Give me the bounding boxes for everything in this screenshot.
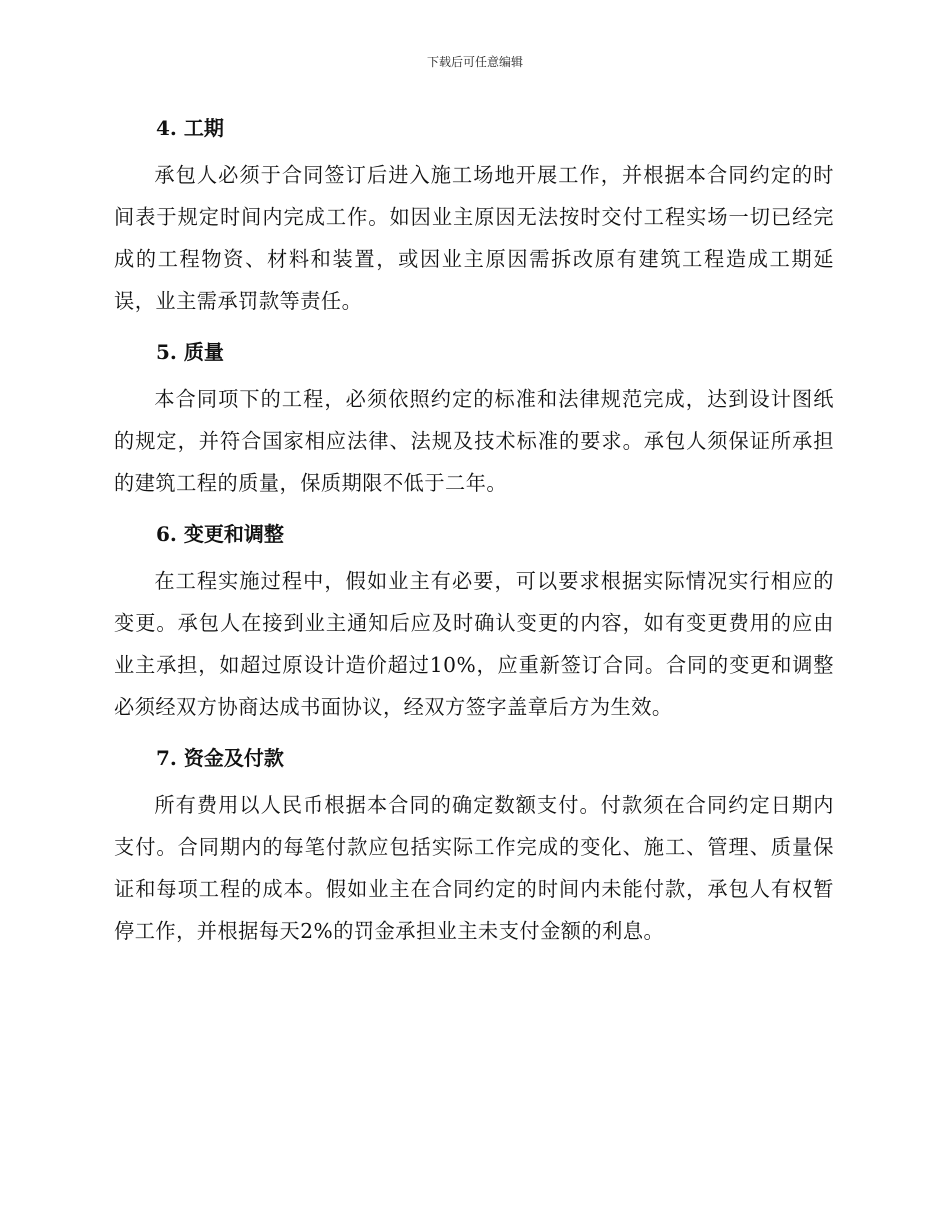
section-change-adjustment <box>114 514 834 728</box>
section-paragraph: 承包人必须于合同签订后进入施工场地开展工作，并根据本合同约定的时间表于规定时间内完成工作。如因业主原因无法按时交付工程实场一切已经完成的工程物资、材料和装置，或因业主原因需拆改原有建筑工程造成工期延误，业主需承罚款等责任。 <box>114 163 834 313</box>
section-schedule <box>114 108 834 322</box>
document-body <box>114 108 834 962</box>
page-header: 下载后可任意编辑 <box>426 55 523 69</box>
section-heading: 7. 资金及付款 <box>156 746 284 770</box>
section-heading: 4. 工期 <box>156 116 224 140</box>
section-heading: 5. 质量 <box>156 340 224 364</box>
section-funds-payment <box>114 738 834 952</box>
section-paragraph: 所有费用以人民币根据本合同的确定数额支付。付款须在合同约定日期内支付。合同期内的每笔付款应包括实际工作完成的变化、施工、管理、质量保证和每项工程的成本。假如业主在合同约定的时间内未能付款，承包人有权暂停工作，并根据每天2%的罚金承担业主未支付金额的利息。 <box>114 793 834 943</box>
section-quality <box>114 332 834 504</box>
section-heading: 6. 变更和调整 <box>156 522 284 546</box>
section-paragraph: 本合同项下的工程，必须依照约定的标准和法律规范完成，达到设计图纸的规定，并符合国家相应法律、法规及技术标准的要求。承包人须保证所承担的建筑工程的质量，保质期限不低于二年。 <box>114 387 834 495</box>
section-paragraph: 在工程实施过程中，假如业主有必要，可以要求根据实际情况实行相应的变更。承包人在接到业主通知后应及时确认变更的内容，如有变更费用的应由业主承担，如超过原设计造价超过10%，应重新签订合同。合同的变更和调整必须经双方协商达成书面协议，经双方签字盖章后方为生效。 <box>114 569 834 719</box>
